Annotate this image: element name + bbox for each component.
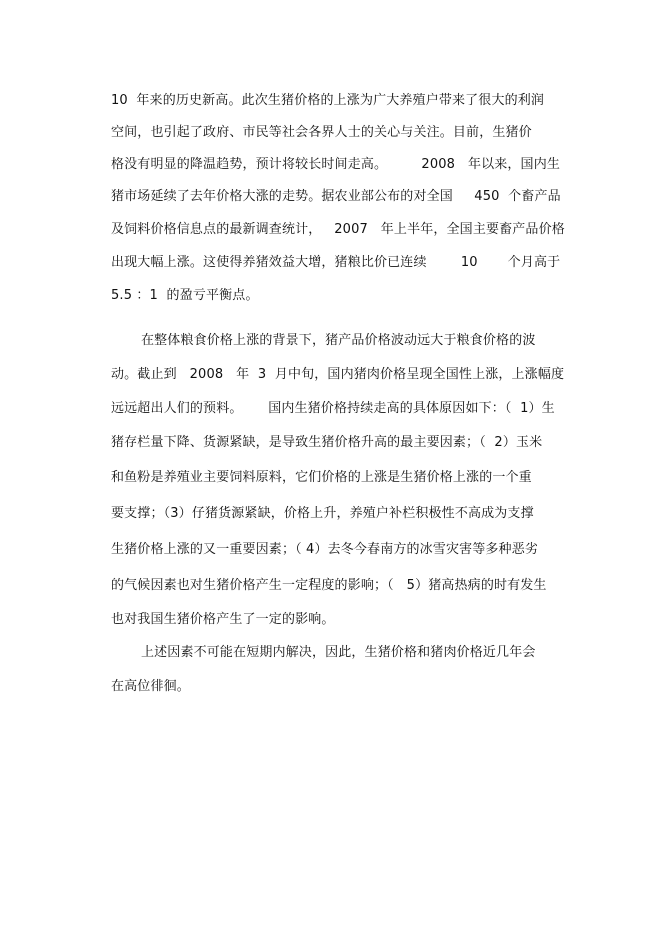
paragraph-1-line-5: 及饲料价格信息点的最新调查统计， 2007 年上半年，全国主要畜产品价格	[111, 222, 565, 237]
paragraph-2-line-3: 远远超出人们的预料。 国内生猪价格持续走高的具体原因如下：（ 1）生	[111, 401, 555, 416]
paragraph-2-line-4: 猪存栏量下降、货源紧缺，是导致生猪价格升高的最主要因素；（ 2）玉米	[111, 435, 543, 450]
paragraph-3-line-1: 上述因素不可能在短期内解决，因此，生猪价格和猪肉价格近几年会	[141, 645, 536, 660]
paragraph-1-line-3: 格没有明显的降温趋势，预计将较长时间走高。 2008 年以来，国内生	[111, 157, 560, 172]
paragraph-1-line-1: 10 年来的历史新高。此次生猪价格的上涨为广大养殖户带来了很大的利润	[111, 93, 545, 108]
paragraph-2-line-6: 要支撑；（3）仔猪货源紧缺，价格上升，养殖户补栏积极性不高成为支撑	[111, 506, 534, 521]
paragraph-1-line-2: 空间，也引起了政府、市民等社会各界人士的关心与关注。目前，生猪价	[111, 125, 532, 140]
paragraph-2-line-5: 和鱼粉是养殖业主要饲料原料，它们价格的上涨是生猪价格上涨的一个重	[111, 470, 532, 485]
paragraph-3-line-2: 在高位徘徊。	[111, 679, 190, 694]
paragraph-1-line-7: 5.5 ：1 的盈亏平衡点。	[111, 288, 259, 303]
paragraph-2-line-2: 动。截止到 2008 年 3 月中旬，国内猪肉价格呈现全国性上涨，上涨幅度	[111, 367, 565, 382]
paragraph-1-line-6: 出现大幅上涨。这使得养猪效益大增，猪粮比价已连续 10 个月高于	[111, 255, 561, 270]
paragraph-2-line-9: 也对我国生猪价格产生了一定的影响。	[111, 612, 335, 627]
paragraph-2-line-1: 在整体粮食价格上涨的背景下，猪产品价格波动远大于粮食价格的波	[141, 333, 536, 348]
paragraph-1-line-4: 猪市场延续了去年价格大涨的走势。据农业部公布的对全国 450 个畜产品	[111, 189, 561, 204]
paragraph-2-line-8: 的气候因素也对生猪价格产生一定程度的影响；（ 5）猪高热病的时有发生	[111, 578, 547, 593]
paragraph-2-line-7: 生猪价格上涨的又一重要因素；（ 4）去冬今春南方的冰雪灾害等多种恶劣	[111, 542, 539, 557]
